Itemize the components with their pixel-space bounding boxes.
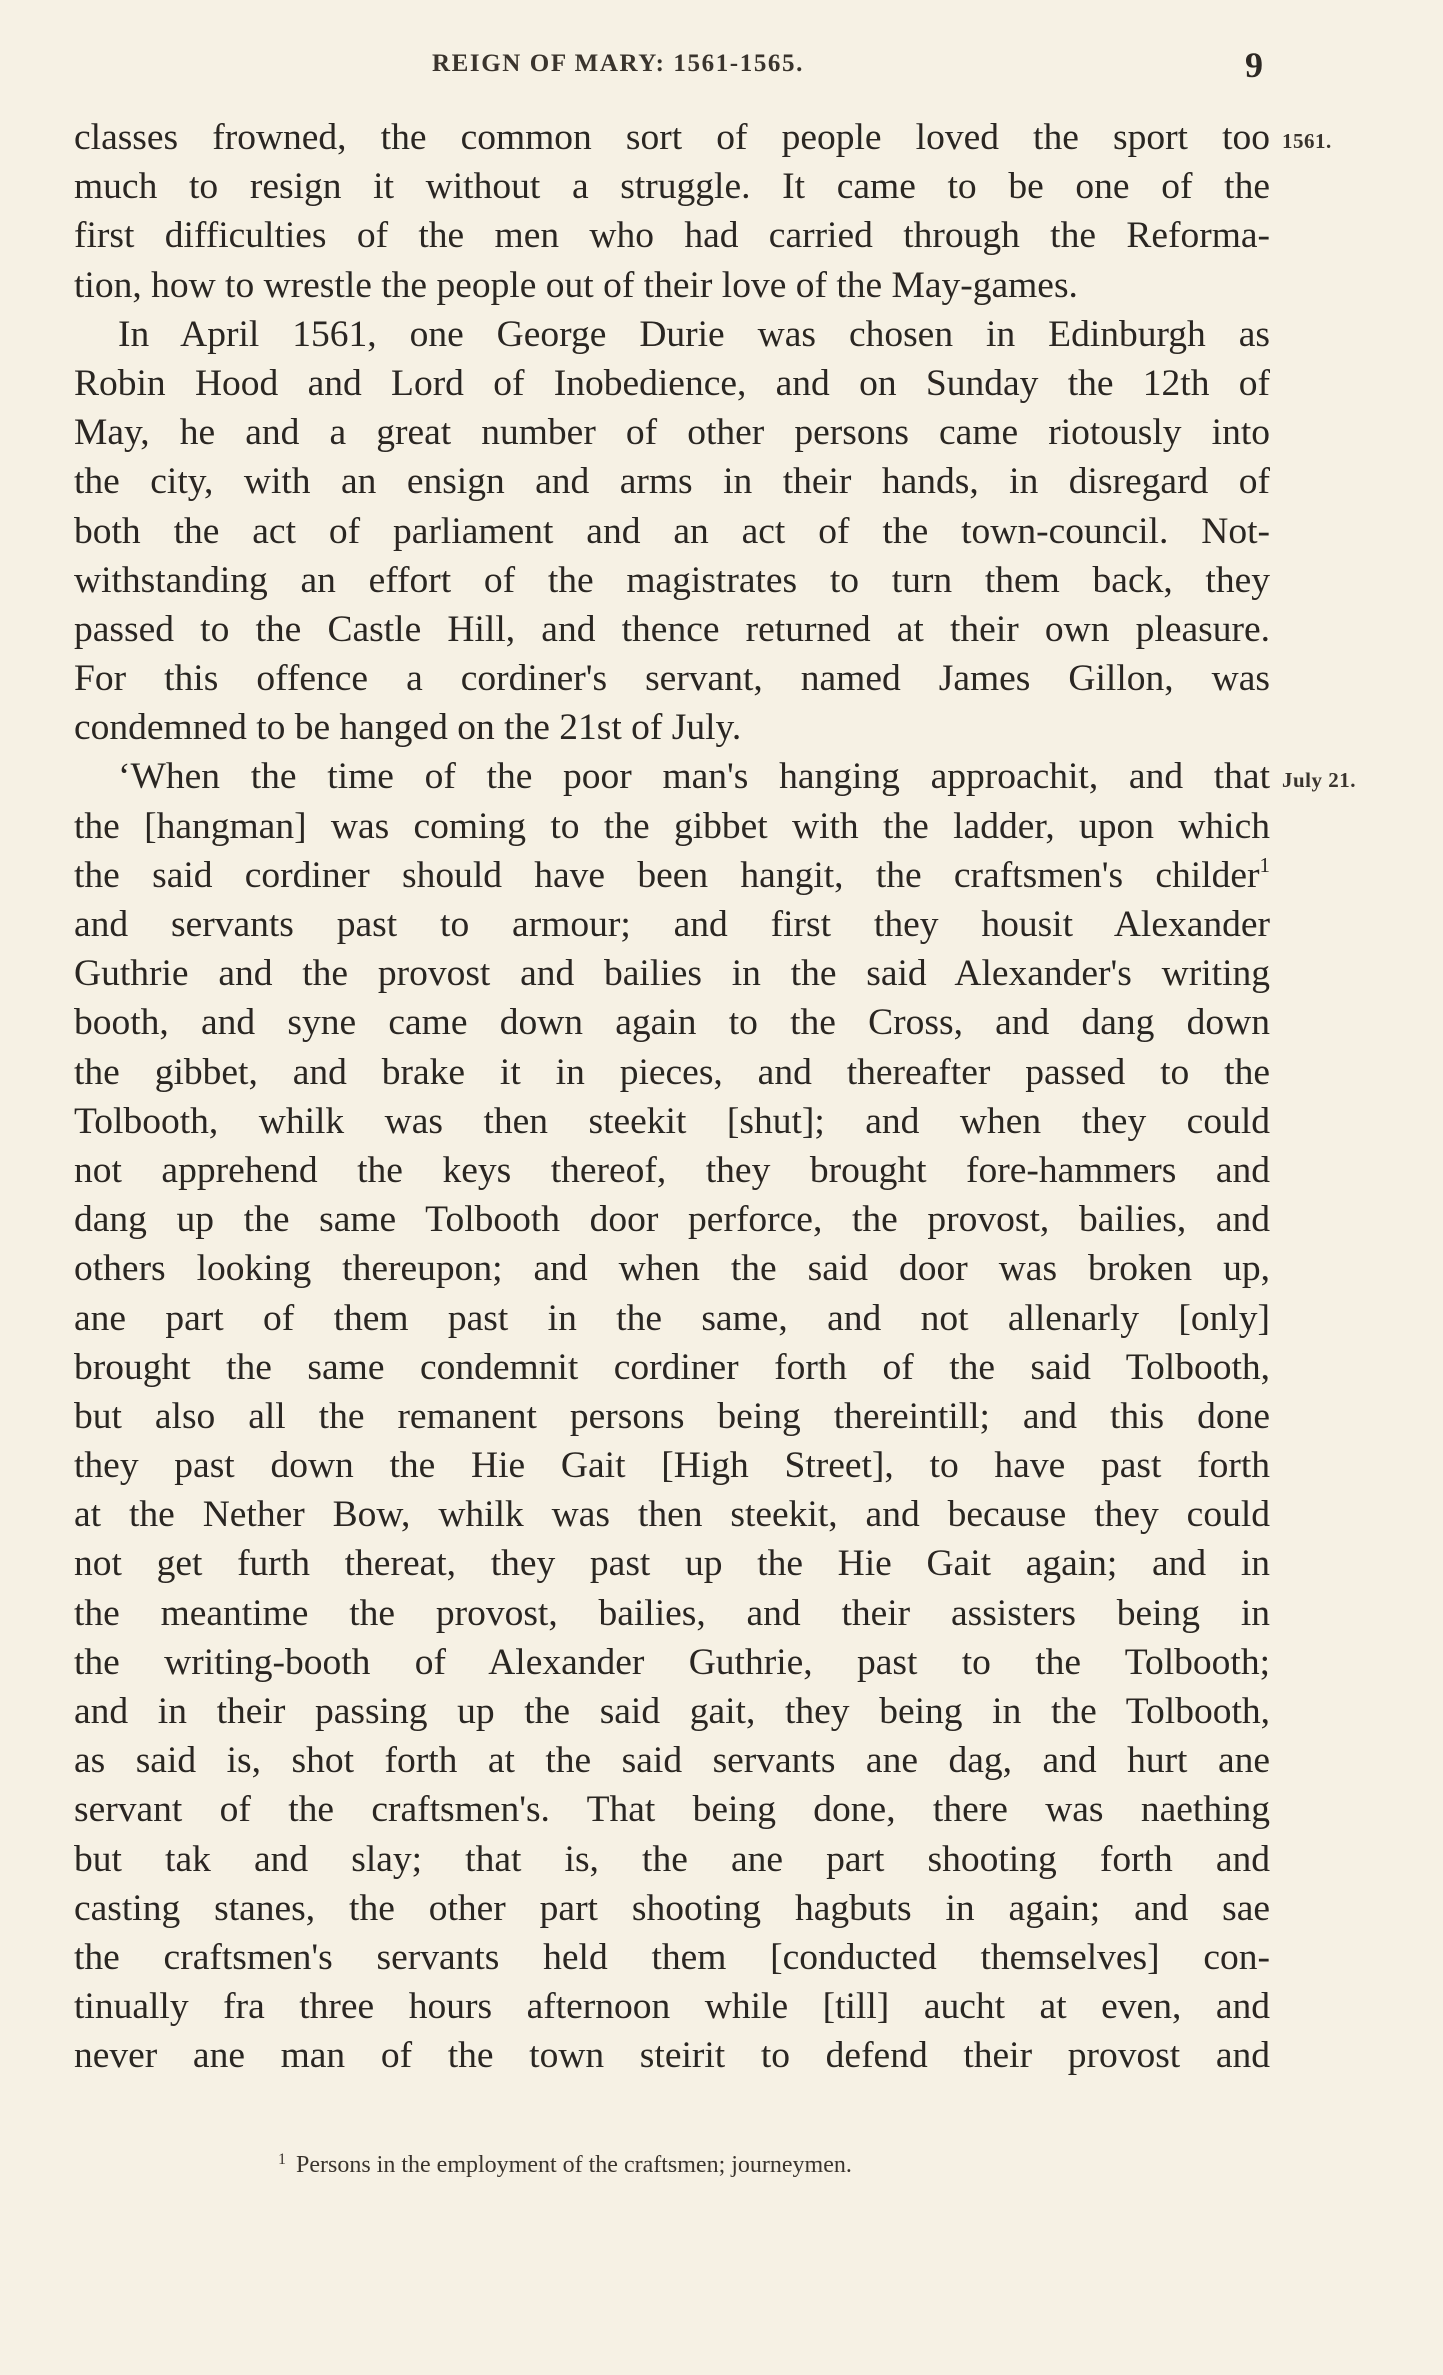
text-line-with-footnote-ref: [74, 851, 1270, 900]
page-number: 9: [1245, 45, 1263, 85]
text-line: the meantime the provost, bailies, and their assisters being in: [74, 1592, 1270, 1634]
text-line: tion, how to wrestle the people out of their love of the May-games.: [74, 264, 1078, 306]
text-line: tinually fra three hours afternoon while [till] aucht at even, and: [74, 1986, 1270, 2028]
text-line: classes frowned, the common sort of people loved the sport too: [74, 117, 1270, 158]
text-line: both the act of parliament and an act of the town-council. Not-: [74, 510, 1270, 552]
margin-note-year: 1561.: [1282, 129, 1332, 153]
text-line: dang up the same Tolbooth door perforce, the provost, bailies, and: [74, 1199, 1270, 1241]
text-line: servant of the craftsmen's. That being done, there was naething: [74, 1789, 1270, 1831]
text-line: Tolbooth, whilk was then steekit [shut]; and when they could: [74, 1100, 1270, 1142]
text-line: booth, and syne came down again to the Cross, and dang down: [74, 1002, 1270, 1044]
text-line: they past down the Hie Gait [High Street], to have past forth: [74, 1445, 1270, 1487]
text-line: the city, with an ensign and arms in their hands, in disregard of: [74, 461, 1270, 503]
text-line: not get furth thereat, they past up the Hie Gait again; and in: [74, 1543, 1270, 1585]
text-line: brought the same condemnit cordiner forth of the said Tolbooth,: [74, 1346, 1270, 1388]
text-line: Robin Hood and Lord of Inobedience, and on Sunday the 12th of: [74, 362, 1270, 404]
text-line: others looking thereupon; and when the said door was broken up,: [74, 1248, 1270, 1290]
text-line: much to resign it without a struggle. It came to be one of the: [74, 166, 1270, 208]
text-line: the gibbet, and brake it in pieces, and thereafter passed to the: [74, 1051, 1270, 1093]
text-line: the writing-booth of Alexander Guthrie, past to the Tolbooth;: [74, 1641, 1270, 1683]
footnote: [278, 2151, 852, 2179]
running-head: REIGN OF MARY: 1561-1565.: [432, 50, 804, 77]
footnote-reference: 1: [1259, 852, 1270, 877]
text-line: first difficulties of the men who had carried through the Reforma-: [74, 215, 1270, 257]
text-line: In April 1561, one George Durie was chosen in Edinburgh as: [118, 313, 1270, 355]
text-line: and in their passing up the said gait, they being in the Tolbooth,: [74, 1691, 1270, 1732]
page-header: [0, 45, 1443, 88]
text-line: the craftsmen's servants held them [conducted themselves] con-: [74, 1936, 1270, 1978]
text-line: ‘When the time of the poor man's hanging approachit, and that: [118, 756, 1270, 798]
text-line: Guthrie and the provost and bailies in the said Alexander's writing: [74, 953, 1270, 995]
text-line: passed to the Castle Hill, and thence returned at their own pleasure.: [74, 608, 1270, 650]
text-line: not apprehend the keys thereof, they brought fore-hammers and: [74, 1149, 1270, 1191]
text-line: For this offence a cordiner's servant, named James Gillon, was: [74, 658, 1270, 700]
body-text: [74, 113, 1270, 2081]
text-line: never ane man of the town steirit to defend their provost and: [74, 2035, 1270, 2077]
margin-note-date: July 21.: [1282, 768, 1357, 792]
text-line: but tak and slay; that is, the ane part shooting forth and: [74, 1838, 1270, 1880]
text-line: withstanding an effort of the magistrates to turn them back, they: [74, 559, 1270, 601]
text-line: ane part of them past in the same, and not allenarly [only]: [74, 1297, 1270, 1339]
text-line: the said cordiner should have been hangit, the craftsmen's childer: [74, 854, 1260, 896]
text-line: casting stanes, the other part shooting hagbuts in again; and sae: [74, 1887, 1270, 1929]
text-line: May, he and a great number of other persons came riotously into: [74, 412, 1270, 454]
text-line: and servants past to armour; and first they housit Alexander: [74, 904, 1270, 945]
text-line: the [hangman] was coming to the gibbet with the ladder, upon which: [74, 805, 1270, 847]
text-line: but also all the remanent persons being thereintill; and this done: [74, 1395, 1270, 1437]
text-line: as said is, shot forth at the said servants ane dag, and hurt ane: [74, 1740, 1270, 1782]
text-line: condemned to be hanged on the 21st of July.: [74, 707, 742, 749]
footnote-text: Persons in the employment of the craftsmen; journeymen.: [296, 2152, 852, 2178]
text-line: at the Nether Bow, whilk was then steekit, and because they could: [74, 1494, 1270, 1536]
footnote-marker: 1: [278, 2151, 286, 2168]
